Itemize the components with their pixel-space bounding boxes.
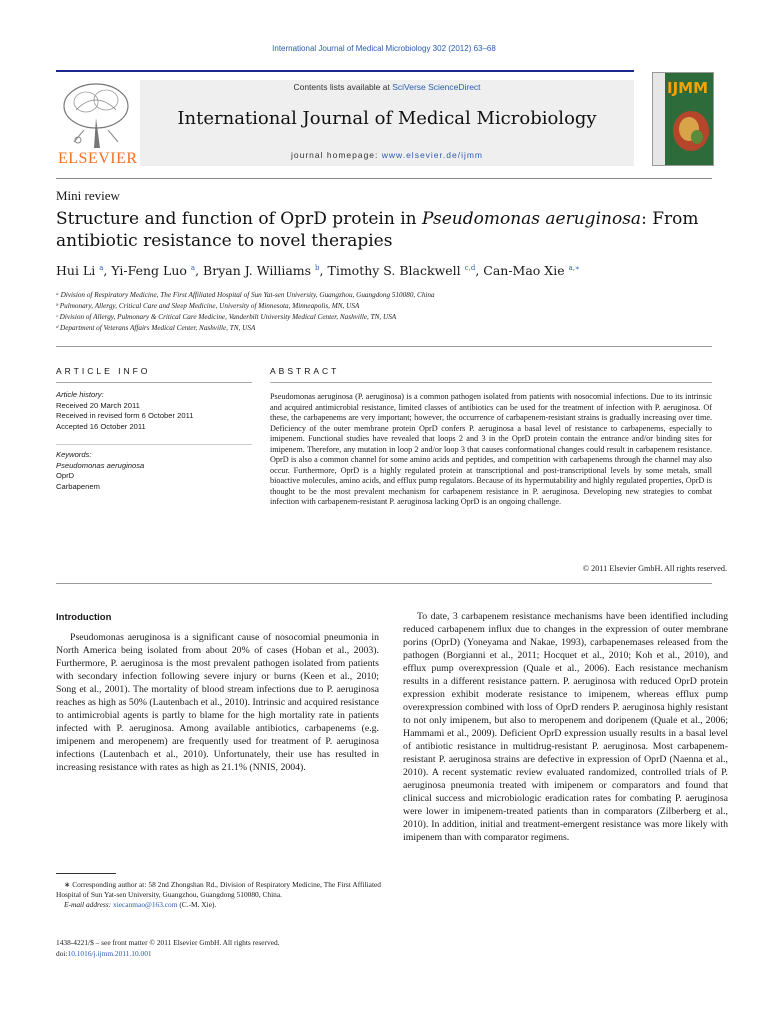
history-item: Received in revised form 6 October 2011: [56, 411, 194, 420]
title-italic: Pseudomonas aeruginosa: [422, 209, 642, 229]
elsevier-logo[interactable]: [56, 80, 136, 166]
article-info-label: ARTICLE INFO: [56, 366, 151, 376]
masthead-box: [140, 80, 634, 166]
sciencedirect-link[interactable]: SciVerse ScienceDirect: [392, 82, 481, 92]
journal-title: International Journal of Medical Microbiology: [177, 108, 597, 129]
author-affil-sup[interactable]: a: [190, 263, 196, 272]
footnote: [56, 880, 381, 910]
history-item: Accepted 16 October 2011: [56, 421, 146, 431]
abstract-label: ABSTRACT: [270, 366, 340, 376]
author-name: Timothy S. Blackwell: [327, 263, 461, 278]
corresponding-author: ∗ Corresponding author at: 58 2nd Zhongshan Rd., Division of Respiratory Medicine, The First Affiliated Hospital of Sun Yat-sen University, Guangzhou, Guangdong 510080, China.: [56, 880, 381, 899]
body-left-paragraph: [56, 631, 379, 774]
elsevier-wordmark: ELSEVIER: [58, 150, 138, 167]
issn-line: 1438-4221/$ – see front matter © 2011 Elsevier GmbH. All rights reserved.: [56, 938, 280, 947]
homepage-link[interactable]: www.elsevier.de/ijmm: [381, 150, 484, 160]
affiliation: ᵈ Department of Veterans Affairs Medical Center, Nashville, TN, USA: [56, 324, 256, 332]
affiliation: ᵃ Division of Respiratory Medicine, The First Affiliated Hospital of Sun Yat-sen University, Guangzhou, Guangdong 510080, China: [56, 291, 435, 299]
author[interactable]: [203, 263, 320, 278]
article-type: Mini review: [56, 188, 120, 203]
doi-label: doi:: [56, 949, 68, 958]
right-paragraph-text: To date, 3 carbapenem resistance mechanisms have been identified including reduced carbapenem influx due to changes in the expression of outer membrane porins (OprD) (Yoneyama and Nakae, 1993), carbapenemases released from the pathogen (Borgianni et al., 2011; Hocquet et al., 2010; Koh et al., 2010), and efflux pump overexpression (Quale et al., 2006). Each resistance mechanism results in a different resistance pattern. P. aeruginosa with reduced OprD protein expression exhibit moderate resistance to imipenem, whereas efflux pump overexpression combined with loss of OprD renders P. aeruginosa highly resistant to not only imipenem, but also to meropenem and doripenem (Quale et al., 2006; Hammami et al., 2009). Deficient OprD expression usually results in a basal level of antibiotic resistance in multidrug-resistant P. aeruginosa. Most carbapenem-resistant P. aeruginosa strains are defective in expression of OprD (Naenna et al., 2010). A recent systematic review evaluated randomized, controlled trials of P. aeruginosa pneumonia treated with imipenem or comparators and found that clinical success and microbiologic eradication rates for combating P. aeruginosa were lower in imipenem-treated patients than in comparators (Zilberberg et al., 2010). In addition, initial and treatment-emergent resistance was more likely with imipenem than with comparator regimens.: [403, 611, 728, 843]
keyword: OprD: [56, 471, 75, 480]
author-name: Hui Li: [56, 263, 96, 278]
author-name: Can-Mao Xie: [483, 263, 565, 278]
doi-line: [56, 948, 381, 959]
article-info-rule: [56, 382, 252, 383]
author-affil-sup[interactable]: a: [99, 263, 104, 272]
homepage-prefix: journal homepage:: [290, 150, 382, 160]
footnote-rule: [56, 873, 116, 874]
affiliations: [56, 290, 716, 334]
affiliation: ᵇ Pulmonary, Allergy, Critical Care and Sleep Medicine, University of Minnesota, Minneapolis, MN, USA: [56, 302, 360, 310]
keyword: Carbapenem: [56, 481, 100, 491]
title-part-1: Structure and function of OprD protein in: [56, 209, 423, 229]
contents-line: [140, 82, 634, 92]
author-name: Bryan J. Williams: [203, 263, 312, 278]
author-name: Yi-Feng Luo: [111, 263, 187, 278]
elsevier-tree-icon: [56, 80, 136, 150]
journal-reference[interactable]: International Journal of Medical Microbiology 302 (2012) 63–68: [272, 44, 496, 53]
keyword: Pseudomonas aeruginosa: [56, 460, 145, 470]
author[interactable]: [483, 263, 579, 278]
abstract-copyright: © 2011 Elsevier GmbH. All rights reserved.: [582, 564, 727, 573]
author[interactable]: [327, 263, 475, 278]
top-rule: [56, 70, 634, 72]
author-affil-sup[interactable]: b: [315, 263, 320, 272]
keywords: [56, 450, 256, 492]
bottom-info: [56, 937, 381, 959]
author[interactable]: [111, 263, 195, 278]
article-title: [56, 208, 716, 252]
email-label: E-mail address:: [64, 900, 113, 909]
cover-title: IJMM: [667, 79, 709, 97]
affiliation: ᶜ Division of Allergy, Pulmonary & Critical Care Medicine, Vanderbilt University Medical Center, Nashville, TN, USA: [56, 313, 397, 321]
abstract-text: Pseudomonas aeruginosa (P. aeruginosa) is a common pathogen isolated from patients with nosocomial infections. Due to its intrinsic and acquired antimicrobial resistance, limited classes of antibiotics can be used for the treatment of infection with P. aeruginosa. Of these, the carbapenems are very important; however, the occurrence of carbapenem-resistant strains is gradually increasing over time. Deficiency of the outer membrane protein OprD confers P. aeruginosa a basal level of resistance to carbapenems, especially to imipenem. Functional studies have revealed that loops 2 and 3 in the OprD protein contain the entrance and/or binding sites for imipenem. Therefore, any mutation in loop 2 and/or loop 3 that causes conformational changes could result in carbapenem resistance. OprD is also a common channel for some amino acids and peptides, and competition with carbapenems through the channel may also occur. Furthermore, OprD is a highly regulated protein at transcriptional and post-transcriptional levels by some metals, small bioactive molecules, amino acids, and efflux pump regulators. Because of its hypermutability and highly regulated properties, OprD is thought to be the most prevalent mechanism for carbapenem resistance in P. aeruginosa. Developing new strategies to combat infection with carbapenem-resistant P. aeruginosa lacking OprD is an ongoing challenge.: [270, 392, 712, 506]
email-link[interactable]: xiecanmao@163.com: [113, 900, 178, 909]
header-divider: [56, 178, 712, 179]
history-item: Received 20 March 2011: [56, 400, 140, 410]
abstract-bottom-rule: [56, 583, 712, 584]
author-affil-sup[interactable]: a,∗: [568, 263, 580, 272]
homepage-line: [140, 150, 634, 160]
title-part-2: : From antibiotic resistance to novel therapies: [56, 209, 699, 251]
doi-link[interactable]: 10.1016/j.ijmm.2011.10.001: [67, 949, 152, 958]
author-list: Hui Li $^a$, Yi-Feng Luo $^a$, Bryan J. Williams $^b$, Timothy S. Blackwell $^{c,d}$, Can-Mao Xie $^{a,∗}$: [56, 263, 580, 278]
left-paragraph-text: Pseudomonas aeruginosa is a significant cause of nosocomial pneumonia in North America being isolated from about 20% of cases (Hoban et al., 2003). Furthermore, P. aeruginosa is the most prevalent pathogen isolated from patients with secondary infection following severe injury or burns (Keen et al., 2010; Song et al., 2001). The mortality of blood stream infections due to P. aeruginosa reaches as high as 50% (Lautenbach et al., 2010). Intrinsic and acquired resistance to antimicrobial agents is partly to blame for the high mortality rate in patients infected with P. aeruginosa. Among available antibiotics, carbapenems (e.g. imipenem and meropenem) are frequently used for treatment of P. aeruginosa infections (Lautenbach et al., 2010). Unfortunately, their use has resulted in increasing resistance with rates as high as 21.1% (NNIS, 2004).: [56, 632, 379, 773]
history-divider: [56, 444, 252, 445]
author-affil-sup[interactable]: c,d: [464, 263, 476, 272]
history-heading: Article history:: [56, 390, 104, 399]
masthead: [56, 80, 634, 166]
journal-cover-thumbnail[interactable]: [652, 72, 714, 166]
body-right-paragraph: [403, 610, 728, 844]
keywords-heading: Keywords:: [56, 450, 92, 459]
email-suffix: (C.-M. Xie).: [177, 900, 217, 909]
article-history: [56, 390, 256, 432]
introduction-heading: Introduction: [56, 612, 112, 623]
author[interactable]: [56, 263, 103, 278]
email-line: [56, 900, 381, 910]
contents-prefix: Contents lists available at: [293, 82, 393, 92]
cover-art-icon: [653, 73, 713, 165]
abstract-rule: [270, 382, 712, 383]
affiliations-divider: [56, 346, 712, 347]
